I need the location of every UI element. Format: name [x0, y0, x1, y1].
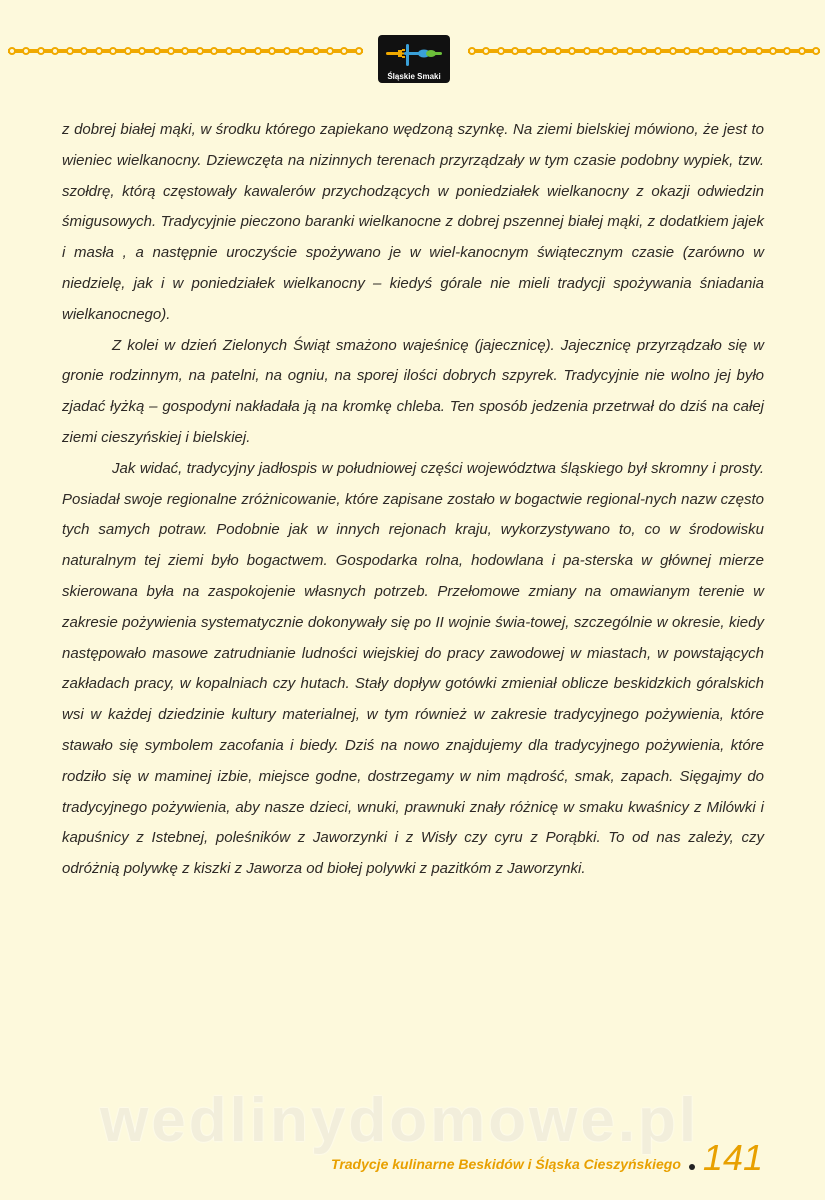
paragraph-3: Jak widać, tradycyjny jadłospis w południowej części województwa śląskiego był skromny i prosty. Posiadał swoje regionalne zróżnicowanie, które zapisane zostało w bogactwie regional-nych nazw często tych samych potraw. Podobnie jak w innych rejonach kraju, wykorzystywano to, co w środowisku naturalnym tej ziemi było bogactwem. Gospodarka rolna, hodowlana i pa-sterska w głównej mierze skierowana była na zaspokojenie własnych potrzeb. Przełomowe zmiany na omawianym terenie w zakresie pożywienia systematycznie dokonywały się po II wojnie świa-towej, szczególnie w okresie, kiedy następowało masowe zatrudnianie ludności wiejskiej do pracy zawodowej w miastach, w powstających zakładach pracy, w kopalniach czy hutach. Stały dopływ gotówki zmieniał oblicze beskidzkich góralskich wsi w każdej dziedzinie kultury materialnej, w tym również w zakresie tradycyjnego pożywienia, które stawało się symbolem zacofania i biedy. Dziś na nowo znajdujemy dla tradycyjnego pożywienia, które rodziło się w maminej izbie, miejsce godne, dostrzegamy w nim mądrość, smak, zapach. Sięgajmy do tradycyjnego pożywienia, aby nasze dzieci, wnuki, prawnuki znały różnicę w smaku kwaśnicy z Milówki i kapuśnicy z Istebnej, poleśników z Jaworzynki i z Wisły czy cyru z Porąbki. To od nas zależy, czy odróżnią polywkę z kiszki z Jaworza od biołej polywki z pazitkóm z Jaworzynki.	[62, 459, 764, 878]
book-title: Tradycje kulinarne Beskidów i Śląska Cieszyńskiego	[331, 1156, 681, 1172]
logo-caption: Śląskie Smaki	[387, 72, 441, 81]
paragraph-1: z dobrej białej mąki, w środku którego zapiekano wędzoną szynkę. Na ziemi bielskiej mówiono, że jest to wieniec wielkanocny. Dziewczęta na nizinnych terenach przyrządzały w tym czasie podobny wypiek, tzw. szołdrę, którą częstowały kawalerów przychodzących w poniedziałek wielkanocny z okazji odwiedzin śmigusowych. Tradycyjnie pieczono baranki wielkanocne z dobrej pszennej białej mąki, z dodatkiem jajek i masła , a następnie uroczyście spożywano je w wiel-kanocnym świątecznym czasie (zarówno w niedzielę, jak i w poniedziałek wielkanocny – kiedyś górale nie mieli tradycji spożywania śniadania wielkanocnego).	[62, 121, 764, 323]
page-footer	[331, 1132, 763, 1182]
cutlery-icon	[384, 38, 444, 70]
page-number: 141	[702, 1137, 763, 1178]
slaskie-smaki-logo	[378, 35, 450, 83]
watermark: wedlinydomowe.pl	[100, 1086, 700, 1155]
paragraph-2: Z kolei w dzień Zielonych Świąt smażono wajeśnicę (jajecznicę). Jajecznicę przyrządzało się w gronie rodzinnym, na patelni, na ogniu, na sporej ilości dobrych szpyrek. Tradycyjnie nie wolno jej było zjadać łyżką – gospodyni nakładała ją na kromkę chleba. Ten sposób jedzenia przetrwał do dziś na całej ziemi cieszyńskiej i bielskiej.	[62, 336, 764, 446]
body-text	[62, 115, 764, 885]
page-header	[0, 0, 825, 100]
decorative-dotted-rule-right	[468, 44, 820, 58]
decorative-dotted-rule-left	[8, 44, 363, 58]
bullet-separator	[689, 1164, 695, 1170]
